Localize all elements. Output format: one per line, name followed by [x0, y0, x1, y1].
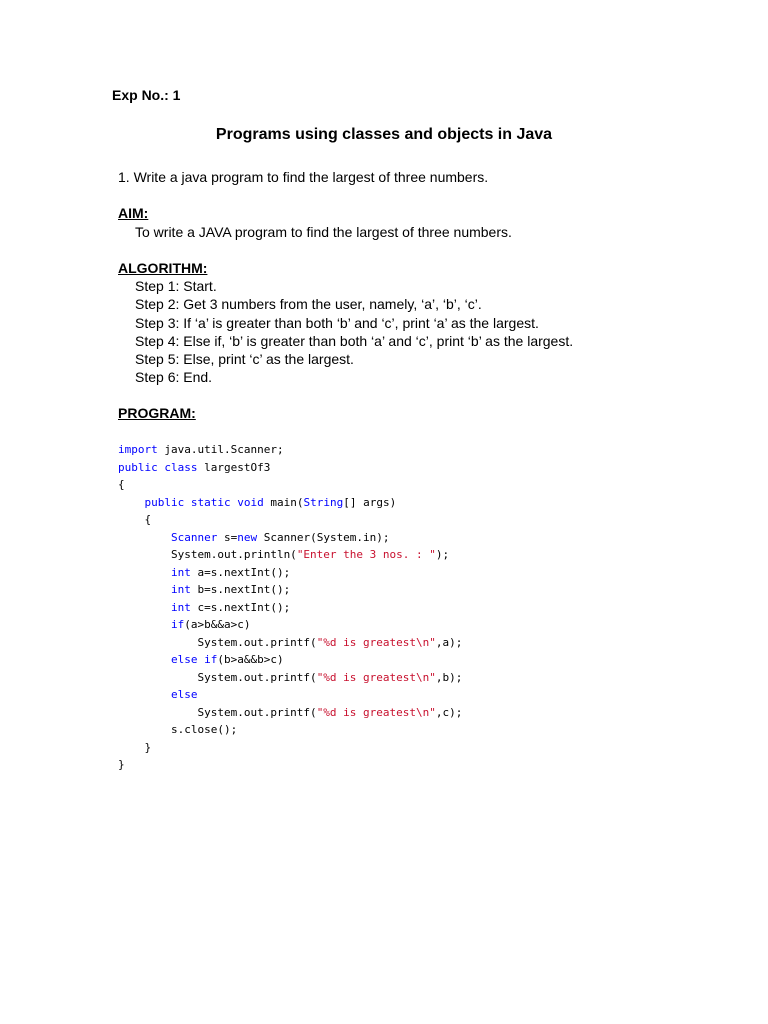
code-line — [118, 651, 462, 669]
program-heading: PROGRAM: — [118, 405, 196, 421]
code-text: ,a); — [435, 635, 463, 649]
code-keyword: public class — [118, 460, 198, 474]
code-indent — [118, 618, 171, 631]
code-text: ,b); — [435, 670, 463, 684]
code-indent — [118, 601, 171, 614]
code-text: System.out.println( — [118, 548, 297, 561]
code-text: System.out.printf( — [118, 705, 317, 719]
code-text: c=s.nextInt(); — [190, 600, 291, 614]
code-indent — [118, 688, 171, 701]
code-line — [118, 441, 462, 459]
document-title: Programs using classes and objects in Java — [215, 126, 553, 143]
code-keyword: String — [303, 495, 344, 509]
algorithm-step: Step 3: If ‘a’ is greater than both ‘b’ and ‘c’, print ‘a’ as the largest. — [135, 314, 539, 331]
code-line — [118, 704, 462, 722]
experiment-number: Exp No.: 1 — [112, 87, 181, 103]
code-line — [118, 494, 462, 512]
code-line — [118, 546, 462, 564]
code-indent — [118, 496, 145, 509]
code-string: "%d is greatest\n" — [316, 670, 436, 684]
code-line: } — [118, 758, 125, 771]
code-keyword: else if — [170, 653, 218, 666]
code-keyword: if — [170, 618, 185, 631]
code-text: (a>b&&a>c) — [184, 618, 251, 631]
code-line: } — [118, 740, 152, 754]
algorithm-step: Step 1: Start. — [135, 278, 217, 294]
code-indent — [118, 583, 171, 596]
code-line: s.close(); — [118, 723, 238, 736]
code-text: System.out.printf( — [118, 635, 317, 649]
code-string: "Enter the 3 nos. : " — [296, 548, 436, 561]
code-keyword: int — [170, 565, 191, 579]
code-keyword: import — [118, 443, 158, 456]
algorithm-step: Step 4: Else if, ‘b’ is greater than both ‘a’ and ‘c’, print ‘b’ as the largest. — [135, 332, 574, 349]
code-indent — [118, 566, 171, 579]
code-keyword: new — [237, 530, 258, 544]
code-line: { — [118, 478, 125, 491]
code-string: "%d is greatest\n" — [316, 635, 436, 649]
code-text: largestOf3 — [197, 460, 271, 474]
code-line — [118, 616, 462, 634]
code-line — [118, 669, 462, 687]
code-indent — [118, 653, 171, 666]
algorithm-step: Step 6: End. — [135, 369, 213, 386]
code-text: Scanner(System.in); — [257, 530, 390, 544]
code-indent — [118, 531, 171, 544]
algorithm-steps — [135, 277, 573, 387]
code-text: java.util.Scanner; — [157, 443, 284, 456]
code-line — [118, 634, 462, 652]
question-text: 1. Write a java program to find the largest of three numbers. — [118, 169, 489, 185]
code-text: b=s.nextInt(); — [190, 583, 291, 596]
aim-heading: AIM: — [118, 205, 149, 221]
code-line — [118, 459, 462, 477]
code-text: a=s.nextInt(); — [190, 565, 291, 579]
code-text: (b>a&&b>c) — [217, 653, 284, 666]
code-keyword: else — [170, 688, 198, 701]
algorithm-step: Step 5: Else, print ‘c’ as the largest. — [135, 351, 354, 368]
code-line — [118, 564, 462, 582]
algorithm-step: Step 2: Get 3 numbers from the user, namely, ‘a’, ‘b’, ‘c’. — [135, 296, 482, 313]
code-text: s= — [217, 530, 238, 544]
aim-text: To write a JAVA program to find the largest of three numbers. — [135, 224, 512, 240]
code-text: ,c); — [435, 705, 463, 719]
code-line — [118, 686, 462, 704]
code-keyword: int — [170, 583, 191, 596]
code-keyword: public static void — [144, 495, 264, 509]
code-line — [118, 581, 462, 599]
code-text: ); — [435, 548, 450, 561]
code-string: "%d is greatest\n" — [316, 705, 436, 719]
code-block — [118, 441, 462, 774]
code-text: System.out.printf( — [118, 670, 317, 684]
code-line — [118, 529, 462, 547]
code-line — [118, 599, 462, 617]
code-keyword: int — [170, 600, 191, 614]
code-text: [] args) — [343, 495, 397, 509]
code-text: main( — [263, 495, 304, 509]
code-keyword: Scanner — [170, 530, 218, 544]
algorithm-heading: ALGORITHM: — [118, 260, 208, 276]
code-line: { — [118, 513, 152, 526]
